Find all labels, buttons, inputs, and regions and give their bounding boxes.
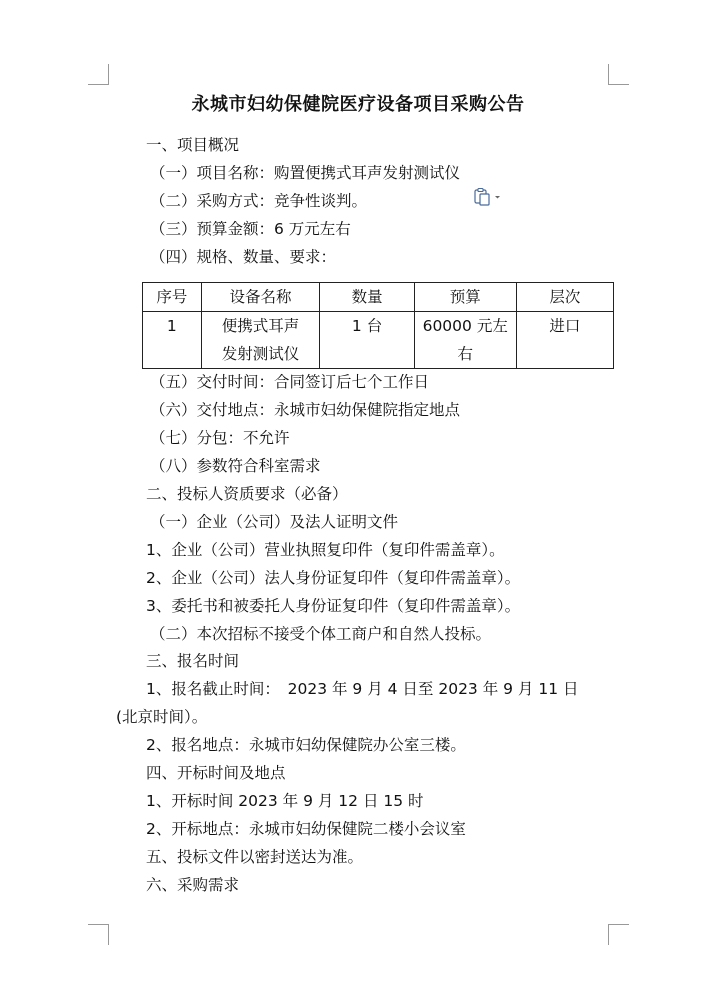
cell-name — [201, 312, 320, 369]
delivery-time: （五）交付时间：合同签订后七个工作日 — [150, 373, 430, 391]
cell-no: 1 — [143, 312, 202, 369]
margin-corner-bottom-right — [608, 924, 629, 945]
sec2-p1: 1、企业（公司）营业执照复印件（复印件需盖章）。 — [146, 541, 505, 559]
cell-qty: 1 台 — [320, 312, 414, 369]
sec2-p3: 3、委托书和被委托人身份证复印件（复印件需盖章）。 — [146, 597, 521, 615]
procurement-method: （二）采购方式：竞争性谈判。 — [150, 192, 368, 210]
header-no: 序号 — [143, 283, 202, 312]
cell-level: 进口 — [516, 312, 613, 369]
header-name: 设备名称 — [201, 283, 320, 312]
section-4-heading: 四、开标时间及地点 — [146, 764, 286, 782]
delivery-location: （六）交付地点：永城市妇幼保健院指定地点 — [150, 401, 461, 419]
parameters: （八）参数符合科室需求 — [150, 457, 321, 475]
clipboard-icon — [472, 187, 502, 207]
registration-deadline: 1、报名截止时间： 2023 年 9 月 4 日至 2023 年 9 月 11 日 — [146, 680, 579, 698]
document-title: 永城市妇幼保健院医疗设备项目采购公告 — [191, 94, 525, 115]
margin-corner-top-left — [88, 64, 109, 85]
cell-name-text: 便携式耳声发射测试仪 — [221, 317, 300, 363]
section-6-heading: 六、采购需求 — [146, 876, 240, 894]
registration-location: 2、报名地点：永城市妇幼保健院办公室三楼。 — [146, 736, 466, 754]
sec2-p2: 2、企业（公司）法人身份证复印件（复印件需盖章）。 — [146, 569, 521, 587]
table-header-row — [143, 283, 614, 312]
table-row — [143, 312, 614, 369]
spec-heading: （四）规格、数量、要求： — [150, 248, 337, 266]
header-level: 层次 — [516, 283, 613, 312]
subcontracting: （七）分包：不允许 — [150, 429, 290, 447]
section-5-heading: 五、投标文件以密封送达为准。 — [146, 848, 364, 866]
header-qty: 数量 — [320, 283, 414, 312]
opening-location: 2、开标地点：永城市妇幼保健院二楼小会议室 — [146, 820, 466, 838]
spec-table — [142, 282, 614, 369]
sec2-sub1: （一）企业（公司）及法人证明文件 — [150, 513, 399, 531]
budget-amount: （三）预算金额：6 万元左右 — [150, 220, 351, 238]
header-budget: 预算 — [414, 283, 516, 312]
registration-deadline-cont: (北京时间）。 — [116, 708, 208, 726]
margin-corner-top-right — [608, 64, 629, 85]
opening-time: 1、开标时间 2023 年 9 月 12 日 15 时 — [146, 792, 424, 810]
section-2-heading: 二、投标人资质要求（必备） — [146, 485, 348, 503]
sec2-sub2: （二）本次招标不接受个体工商户和自然人投标。 — [150, 625, 492, 643]
cell-budget — [414, 312, 516, 369]
paste-options-button[interactable] — [472, 187, 502, 207]
section-1-heading: 一、项目概况 — [146, 136, 240, 154]
margin-corner-bottom-left — [88, 924, 109, 945]
section-3-heading: 三、报名时间 — [146, 652, 240, 670]
cell-budget-text: 60000 元左右 — [422, 317, 508, 363]
project-name: （一）项目名称：购置便携式耳声发射测试仪 — [150, 164, 461, 182]
